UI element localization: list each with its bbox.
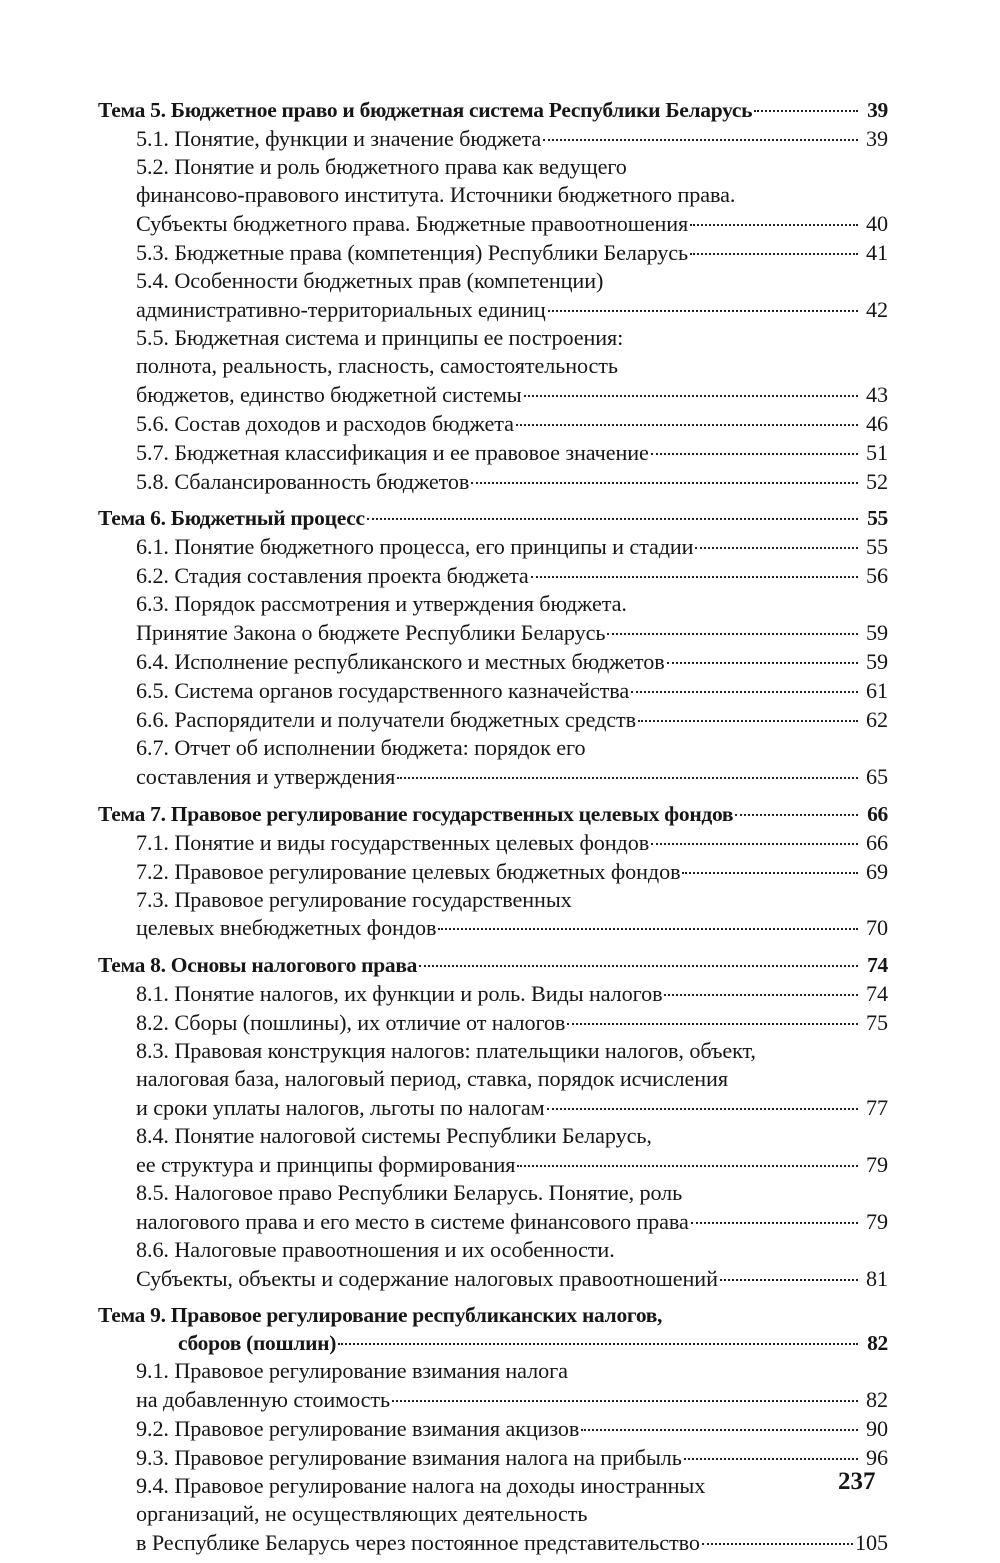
toc-entry-text: 9.3. Правовое регулирование взимания налога на прибыль <box>136 1444 682 1470</box>
toc-entry-text: 6.2. Стадия составления проекта бюджета <box>136 563 529 589</box>
toc-page-ref: 65 <box>866 764 888 790</box>
toc-entry-text: и сроки уплаты налогов, льготы по налогам <box>136 1094 545 1120</box>
dot-leader <box>682 852 858 874</box>
toc-page-ref: 61 <box>866 678 888 704</box>
dot-leader <box>543 119 858 141</box>
toc-entry-text: на добавленную стоимость <box>136 1386 391 1412</box>
toc-entry-line <box>136 1093 888 1122</box>
toc-entry-text: 8.1. Понятие налогов, их функции и роль. Виды налогов <box>136 980 663 1006</box>
toc-page-ref: 40 <box>866 211 888 237</box>
toc-entry-text: Субъекты бюджетного права. Бюджетные правоотношения <box>136 211 689 237</box>
toc-entry-text: 6.3. Порядок рассмотрения и утверждения бюджета. <box>136 591 627 617</box>
toc-page-ref: 55 <box>867 506 888 531</box>
dot-leader <box>735 794 858 815</box>
toc-entry-text: 6.6. Распорядители и получатели бюджетных средств <box>136 707 636 733</box>
toc-entry-line <box>136 1528 888 1557</box>
toc-page-ref: 79 <box>866 1208 888 1234</box>
toc-entry-line <box>136 1264 888 1293</box>
toc-entry-text: Тема 5. Бюджетное право и бюджетная система Республики Беларусь <box>98 98 753 123</box>
toc-entry-text: 6.7. Отчет об исполнении бюджета: порядок его <box>136 735 586 761</box>
toc-entry-line <box>136 1150 888 1179</box>
toc-page-ref: 75 <box>866 1009 888 1035</box>
toc-page-ref: 90 <box>866 1415 888 1441</box>
toc-entry-text: Тема 9. Правовое регулирование республиканских налогов, <box>98 1302 663 1327</box>
toc-page-ref: 70 <box>866 915 888 941</box>
toc-entry-text: 8.6. Налоговые правоотношения и их особенности. <box>136 1236 615 1262</box>
toc-entry-line <box>136 467 888 496</box>
dot-leader <box>690 204 858 226</box>
toc-entry <box>98 1357 888 1414</box>
toc-page-ref: 96 <box>866 1444 888 1470</box>
dot-leader <box>607 613 858 635</box>
toc-entry <box>98 705 888 734</box>
toc-entry <box>98 1179 888 1236</box>
dot-leader <box>567 1003 858 1025</box>
toc-entry-text: полнота, реальность, гласность, самостоятельность <box>136 353 618 379</box>
toc-page-ref: 66 <box>867 801 888 826</box>
toc-entry-text: 6.1. Понятие бюджетного процесса, его принципы и стадии <box>136 534 694 560</box>
toc-entry-text: 7.2. Правовое регулирование целевых бюджетных фондов <box>136 858 681 884</box>
toc-entry-line <box>136 762 888 791</box>
toc-entry <box>98 1008 888 1037</box>
toc-page-ref: 41 <box>866 240 888 266</box>
toc-page-ref: 43 <box>866 382 888 408</box>
toc-entry <box>98 153 888 238</box>
toc-entry <box>98 590 888 647</box>
toc-entry <box>98 561 888 590</box>
toc-page-ref: 52 <box>866 469 888 495</box>
toc-entry-text: Принятие Закона о бюджете Республики Беларусь <box>136 620 606 646</box>
toc-topic <box>98 1301 888 1557</box>
toc-page-ref: 55 <box>866 534 888 560</box>
toc-page-ref: 66 <box>866 829 888 855</box>
toc-entry-line <box>136 124 888 153</box>
toc-entry-text: 5.5. Бюджетная система и принципы ее построения: <box>136 325 624 351</box>
dot-leader <box>695 527 858 549</box>
dot-leader <box>684 1438 858 1460</box>
dot-leader <box>664 974 858 996</box>
toc-page-ref: 39 <box>867 98 888 123</box>
toc-page-ref: 81 <box>866 1265 888 1291</box>
toc-entry-line <box>136 1443 888 1472</box>
toc-entry-line <box>136 561 888 590</box>
dot-leader <box>690 233 858 255</box>
toc-entry-text: сборов (пошлин) <box>178 1330 337 1355</box>
toc-page-ref: 79 <box>866 1151 888 1177</box>
toc-entry-text: 6.5. Система органов государственного казначейства <box>136 678 630 704</box>
dot-leader <box>419 945 858 966</box>
toc-topic <box>98 950 888 1292</box>
dot-leader <box>547 1088 858 1110</box>
toc-entry-text: 9.4. Правовое регулирование налога на доходы иностранных <box>136 1472 706 1498</box>
toc-topic <box>98 799 888 942</box>
toc-entry-text: 8.5. Налоговое право Республики Беларусь. Понятие, роль <box>136 1179 683 1205</box>
toc-page-ref: 39 <box>866 126 888 152</box>
toc-entry-line <box>136 1207 888 1236</box>
toc-entry-text: финансово-правового института. Источники бюджетного права. <box>136 182 736 208</box>
dot-leader <box>651 823 858 845</box>
dot-leader <box>702 1523 853 1545</box>
toc-entry <box>98 267 888 324</box>
toc-page-ref: 59 <box>866 649 888 675</box>
dot-leader <box>720 1259 858 1281</box>
toc-entry-text: 7.1. Понятие и виды государственных целевых фондов <box>136 829 650 855</box>
toc-entry-text: 5.1. Понятие, функции и значение бюджета <box>136 126 542 152</box>
dot-leader <box>638 700 858 722</box>
toc-entry-line <box>136 238 888 267</box>
dot-leader <box>631 671 858 693</box>
toc-entry <box>98 886 888 943</box>
toc-page-ref: 46 <box>866 411 888 437</box>
toc-entry-text: 5.3. Бюджетные права (компетенция) Республики Беларусь <box>136 240 689 266</box>
dot-leader <box>531 556 858 578</box>
toc-entry-text: Субъекты, объекты и содержание налоговых правоотношений <box>136 1265 718 1291</box>
dot-leader <box>516 404 858 426</box>
toc-topic-heading <box>98 1301 888 1357</box>
toc-entry-line <box>98 1329 888 1357</box>
toc-entry <box>98 1236 888 1293</box>
toc-page-ref: 56 <box>866 563 888 589</box>
toc-entry-text: организаций, не осуществляющих деятельность <box>136 1500 588 1526</box>
toc-entry <box>98 324 888 409</box>
dot-leader <box>651 433 858 455</box>
dot-leader <box>471 462 858 484</box>
toc-entry-text: налоговая база, налоговый период, ставка, порядок исчисления <box>136 1065 728 1091</box>
toc-page-ref: 59 <box>866 620 888 646</box>
toc-entry <box>98 238 888 267</box>
toc-topic <box>98 504 888 791</box>
toc-page-ref: 74 <box>867 952 888 977</box>
dot-leader <box>667 642 858 664</box>
toc-entry <box>98 1122 888 1179</box>
toc-entry-text: налогового права и его место в системе финансового права <box>136 1208 689 1234</box>
toc-entry-text: Тема 7. Правовое регулирование государственных целевых фондов <box>98 801 734 826</box>
toc-entry <box>98 1443 888 1472</box>
toc-entry-text: бюджетов, единство бюджетной системы <box>136 382 522 408</box>
dot-leader <box>517 1145 858 1167</box>
dot-leader <box>397 757 858 779</box>
toc-entry-text: 5.7. Бюджетная классификация и ее правовое значение <box>136 440 649 466</box>
toc-page-ref: 51 <box>866 440 888 466</box>
toc-entry-text: 5.6. Состав доходов и расходов бюджета <box>136 411 514 437</box>
dot-leader <box>392 1380 858 1402</box>
toc-entry <box>98 467 888 496</box>
table-of-contents <box>98 96 888 1557</box>
toc-entry-text: 5.8. Сбалансированность бюджетов <box>136 469 470 495</box>
dot-leader <box>438 909 858 931</box>
toc-entry <box>98 1037 888 1122</box>
toc-entry-text: составления и утверждения <box>136 764 396 790</box>
toc-entry-text: 8.2. Сборы (пошлины), их отличие от налогов <box>136 1009 566 1035</box>
toc-entry-text: в Республике Беларусь через постоянное представительство <box>136 1529 700 1555</box>
toc-entry <box>98 734 888 791</box>
toc-page-ref: 77 <box>866 1094 888 1120</box>
toc-entry-line <box>136 914 888 943</box>
toc-entry-text: Тема 6. Бюджетный процесс <box>98 506 365 531</box>
dot-leader <box>548 290 858 312</box>
toc-page-ref: 105 <box>855 1529 888 1555</box>
toc-entry <box>98 1472 888 1557</box>
dot-leader <box>754 91 858 112</box>
toc-page-ref: 42 <box>866 297 888 323</box>
toc-entry-line <box>136 1008 888 1037</box>
toc-entry-text: 9.2. Правовое регулирование взимания акцизов <box>136 1415 580 1441</box>
toc-entry <box>98 857 888 886</box>
toc-entry-line <box>136 857 888 886</box>
dot-leader <box>367 499 858 520</box>
toc-entry-text: 6.4. Исполнение республиканского и местных бюджетов <box>136 649 665 675</box>
dot-leader <box>338 1324 858 1345</box>
toc-page-ref: 82 <box>866 1386 888 1412</box>
toc-entry-text: 8.3. Правовая конструкция налогов: плательщики налогов, объект, <box>136 1037 756 1063</box>
toc-page-ref: 62 <box>866 707 888 733</box>
toc-entry-line <box>136 705 888 734</box>
dot-leader <box>581 1409 858 1431</box>
toc-entry-text: 5.4. Особенности бюджетных прав (компетенции) <box>136 268 604 294</box>
toc-entry <box>98 124 888 153</box>
toc-page-ref: 82 <box>867 1330 888 1355</box>
toc-entry-text: административно-территориальных единиц <box>136 297 546 323</box>
toc-topic <box>98 96 888 496</box>
toc-entry-text: 5.2. Понятие и роль бюджетного права как ведущего <box>136 154 627 180</box>
toc-entry-line <box>136 295 888 324</box>
page-number: 237 <box>838 1468 876 1495</box>
toc-entry-text: 8.4. Понятие налоговой системы Республики Беларусь, <box>136 1122 652 1148</box>
toc-entry-text: Тема 8. Основы налогового права <box>98 952 418 977</box>
toc-entry-text: ее структура и принципы формирования <box>136 1151 516 1177</box>
toc-entry-text: целевых внебюджетных фондов <box>136 915 437 941</box>
toc-page-ref: 74 <box>866 980 888 1006</box>
toc-entry-text: 7.3. Правовое регулирование государственных <box>136 886 572 912</box>
toc-page-ref: 69 <box>866 858 888 884</box>
dot-leader <box>524 375 858 397</box>
toc-entry-text: 9.1. Правовое регулирование взимания налога <box>136 1357 568 1383</box>
dot-leader <box>691 1202 858 1224</box>
